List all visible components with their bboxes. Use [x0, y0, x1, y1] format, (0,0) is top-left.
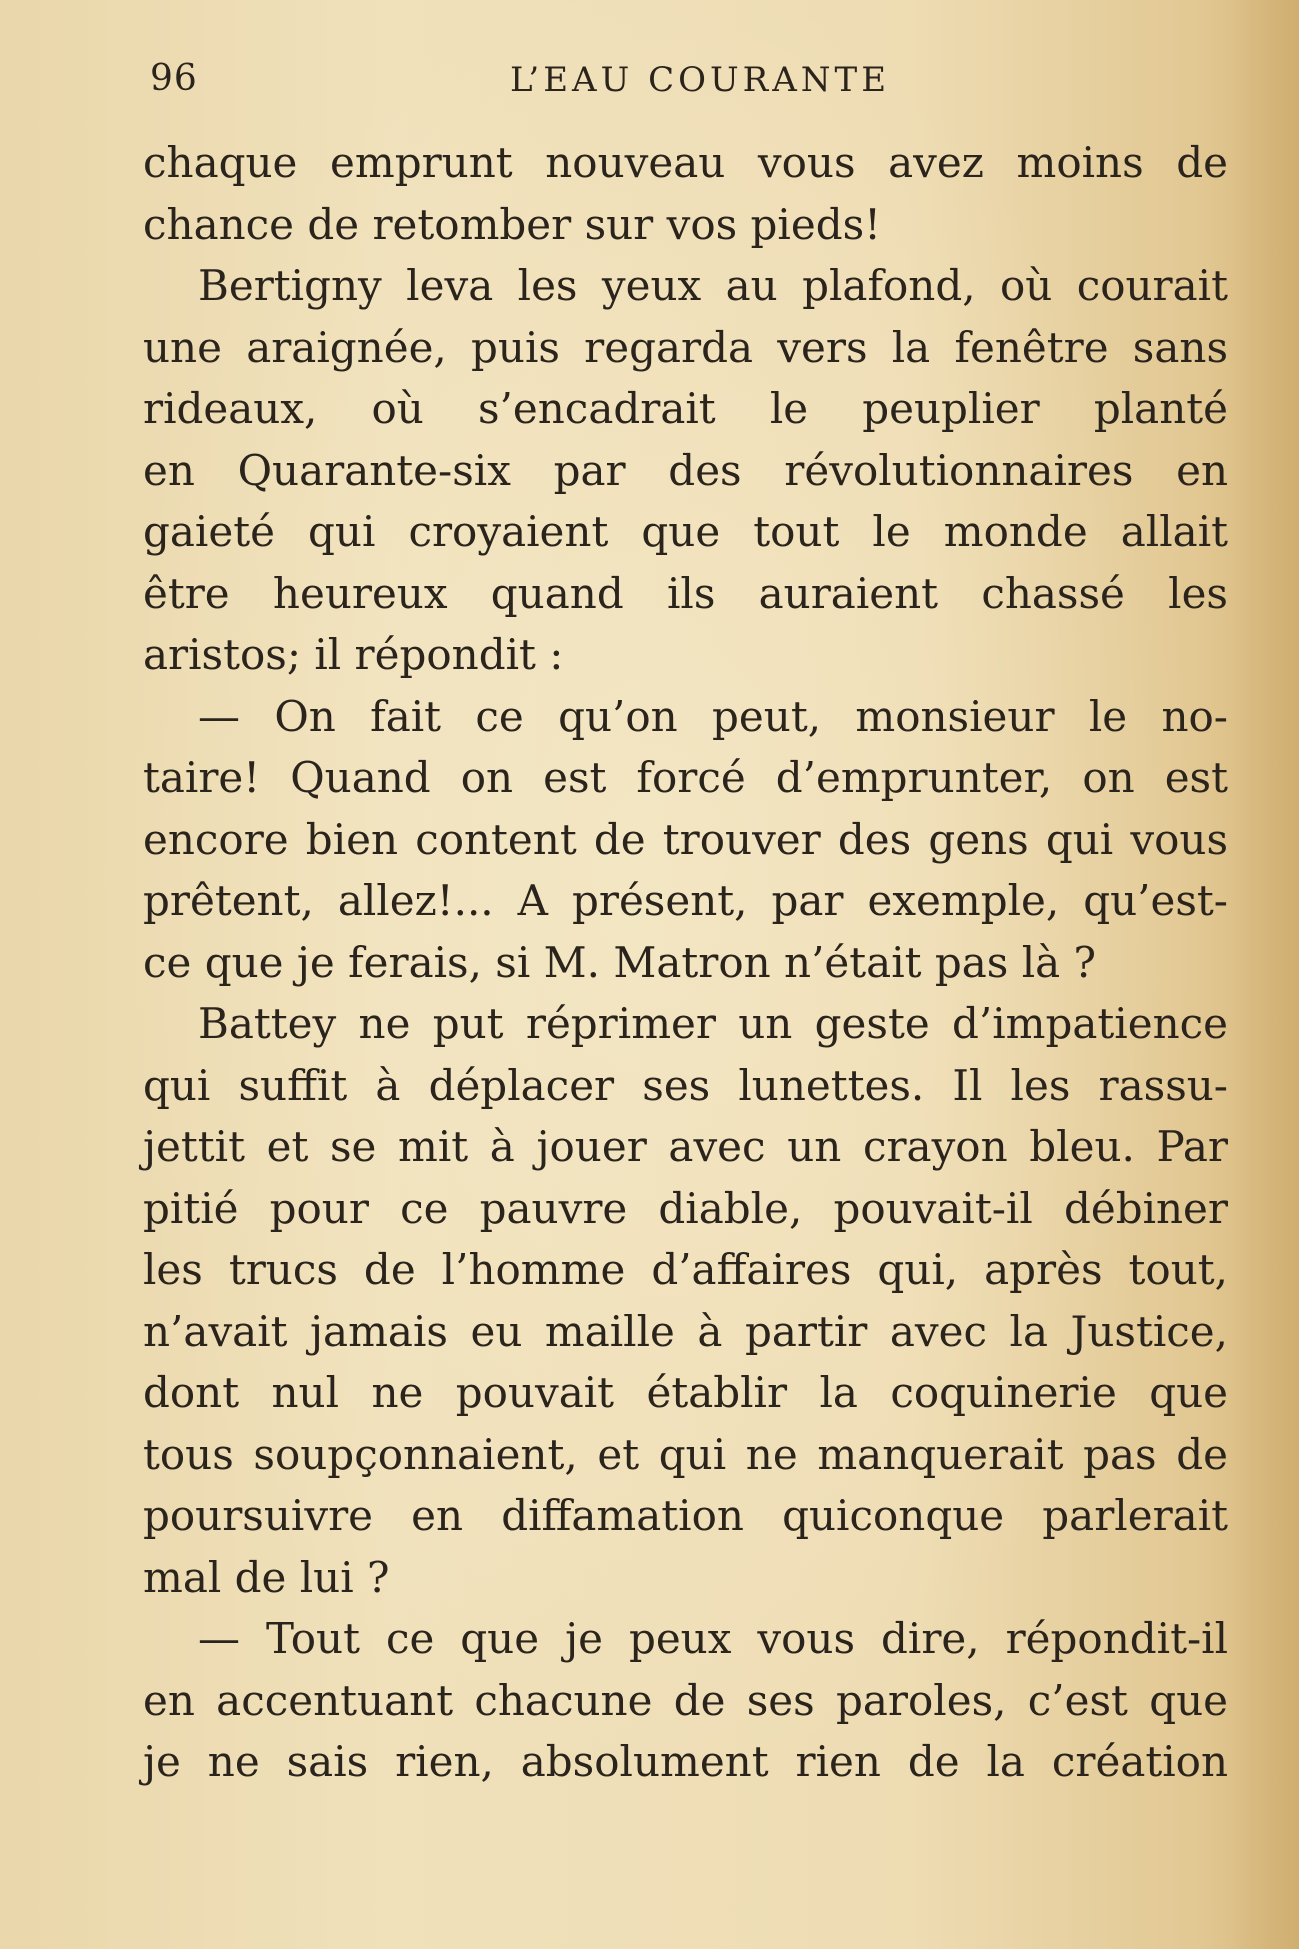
text-line: dont nul ne pouvait établir la coquinerie que [143, 1368, 1228, 1417]
text-line: prêtent, allez!... A présent, par exemple, qu’est- [143, 876, 1228, 925]
text-line: encore bien content de trouver des gens qui vous [143, 814, 1228, 864]
text-line: pitié pour ce pauvre diable, pouvait-il débiner [143, 1183, 1228, 1233]
text-line: — On fait ce qu’on peut, monsieur le no- [198, 691, 1228, 741]
text-line: être heureux quand ils auraient chassé les [143, 568, 1228, 618]
text-line: tous soupçonnaient, et qui ne manquerait pas de [143, 1429, 1228, 1479]
text-line: rideaux, où s’encadrait le peuplier planté [143, 384, 1228, 433]
page-header [150, 58, 1230, 108]
text-line: ce que je ferais, si M. Matron n’était pas là ? [143, 937, 1097, 987]
text-line: mal de lui ? [143, 1552, 390, 1602]
text-line: qui suffit à déplacer ses lunettes. Il les rassu- [143, 1060, 1228, 1110]
text-line: en accentuant chacune de ses paroles, c’est que [143, 1675, 1228, 1725]
text-line: chance de retomber sur vos pieds! [143, 199, 882, 249]
running-title: L’EAU COURANTE [510, 60, 891, 100]
text-line: Battey ne put réprimer un geste d’impatience [198, 999, 1228, 1048]
page-number: 96 [150, 58, 198, 99]
text-line: poursuivre en diffamation quiconque parlerait [143, 1491, 1228, 1540]
text-line: jettit et se mit à jouer avec un crayon bleu. Par [143, 1122, 1228, 1171]
text-line: chaque emprunt nouveau vous avez moins de [143, 138, 1228, 187]
text-line: les trucs de l’homme d’affaires qui, après tout, [143, 1245, 1228, 1294]
text-line: n’avait jamais eu maille à partir avec la Justice, [143, 1306, 1228, 1356]
text-line: Bertigny leva les yeux au plafond, où courait [198, 261, 1228, 310]
text-line: une araignée, puis regarda vers la fenêtre sans [143, 322, 1228, 372]
text-line: — Tout ce que je peux vous dire, répondit-il [198, 1614, 1228, 1663]
text-line: en Quarante-six par des révolutionnaires en [143, 445, 1228, 495]
text-line: je ne sais rien, absolument rien de la création [143, 1737, 1228, 1786]
text-line: gaieté qui croyaient que tout le monde allait [143, 507, 1228, 556]
text-line: taire! Quand on est forcé d’emprunter, on est [143, 753, 1228, 802]
text-line: aristos; il répondit : [143, 630, 564, 679]
body-text [143, 132, 1228, 1793]
